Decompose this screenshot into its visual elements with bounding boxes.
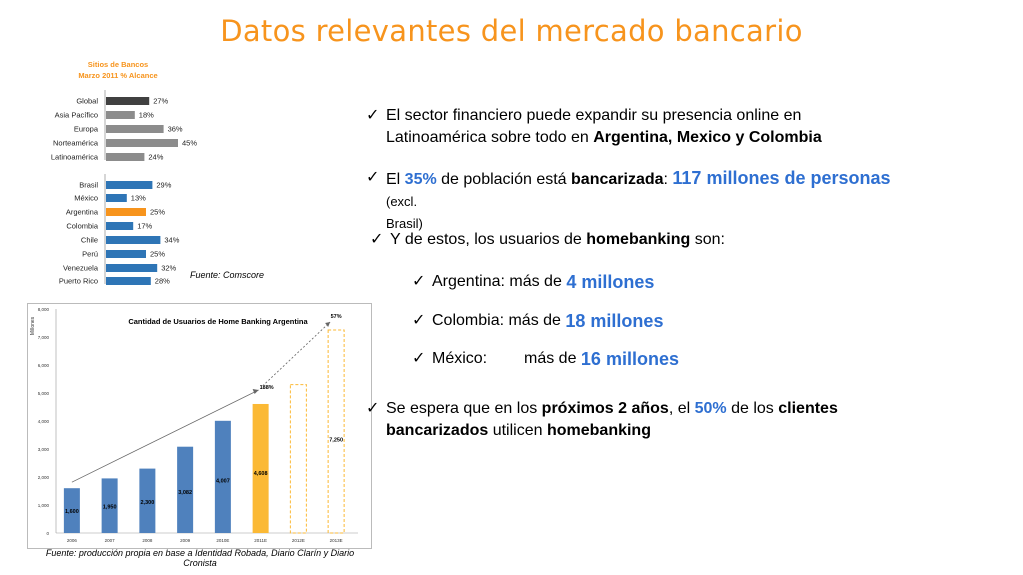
chart1-value-label: 32%: [161, 263, 177, 273]
chart1-bar: [106, 236, 160, 244]
chart2-title: Cantidad de Usuarios de Home Banking Argentina: [128, 317, 308, 326]
pct-homebanking: 50%: [694, 400, 727, 417]
chart1-category-label: Asia Pacífico: [54, 110, 98, 120]
chart2-y-tick-label: 7,000: [37, 335, 49, 340]
chart1-value-label: 29%: [156, 180, 172, 190]
chart1-bar: [106, 222, 133, 230]
chart2-value-label: 1,600: [64, 508, 79, 515]
bullet-2-bold: bancarizada: [571, 171, 664, 188]
chart1-bar: [106, 194, 127, 202]
chart2-source: Fuente: producción propia en base a Identidad Robada, Diario Clarín y Diario Cronista: [45, 548, 355, 568]
bullet-1-text: [386, 105, 822, 149]
bullet-3-part: Y de estos, los usuarios de: [390, 231, 587, 248]
chart2-y-tick-label: 0: [46, 531, 49, 536]
chart2-x-tick-label: 2006: [66, 538, 77, 543]
sub-bullet-mexico: [412, 348, 679, 370]
chart1-category-label: Venezuela: [62, 263, 98, 273]
sub-bullet-colombia: [412, 310, 663, 332]
chart1-bar: [106, 181, 152, 189]
chart1-bar: [106, 250, 146, 258]
chart1-value-label: 18%: [138, 110, 154, 120]
chart2-growth-label: 188%: [259, 384, 274, 391]
bullet-4-part: utilicen: [488, 422, 547, 439]
bullet-2-part: :: [663, 171, 673, 188]
bullet-1-line-2: Latinoamérica sobre todo en: [386, 129, 594, 146]
chart1-bar: [106, 139, 178, 147]
chart2-y-tick-label: 6,000: [37, 363, 49, 368]
chart2-x-tick-label: 2012E: [291, 538, 305, 543]
population-count: 117 millones de personas: [672, 168, 891, 188]
chart2-y-tick-label: 5,000: [37, 391, 49, 396]
chart2-y-tick-label: 2,000: [37, 475, 49, 480]
bullet-4-bold: próximos 2 años: [541, 400, 669, 417]
chart1-value-label: 34%: [164, 235, 180, 245]
chart1-category-label: Global: [76, 96, 98, 106]
chart2-value-label: 4,608: [253, 470, 268, 477]
check-icon: ✓: [366, 169, 380, 186]
chart2-ylabel: Millones: [30, 316, 36, 336]
page-title: Datos relevantes del mercado bancario: [220, 14, 803, 48]
check-icon: ✓: [412, 273, 426, 290]
chart1-bar: [106, 153, 144, 161]
mexico-users: 16 millones: [580, 349, 679, 369]
sub-bullet-2-label: Colombia: más de: [432, 312, 561, 329]
chart1-value-label: 28%: [154, 276, 170, 286]
bullet-3: [370, 229, 725, 251]
bullet-1-countries: Argentina, Mexico y Colombia: [593, 129, 822, 146]
chart1-category-label: Chile: [80, 235, 98, 245]
chart2-projection-arrowhead: [325, 322, 330, 327]
chart2-bar: [215, 421, 231, 533]
chart1-category-label: Brasil: [79, 180, 98, 190]
chart1-category-label: Latinoamérica: [50, 152, 98, 162]
chart1-bar: [106, 264, 157, 272]
chart1-title: Sitios de Bancos: [87, 60, 149, 69]
homebanking-users-chart: [28, 304, 370, 547]
colombia-users: 18 millones: [565, 311, 664, 331]
chart2-trend-arrowhead: [253, 389, 259, 394]
sub-bullet-1-label: Argentina: más de: [432, 273, 562, 290]
chart1-value-label: 13%: [130, 193, 146, 203]
chart2-x-tick-label: 2007: [104, 538, 115, 543]
chart2-value-label: 3,082: [178, 490, 193, 497]
chart2-value-label: 1,950: [102, 504, 117, 511]
bullet-4-text: [386, 398, 838, 442]
reach-bar-chart: [38, 58, 238, 290]
chart2-x-tick-label: 2008: [142, 538, 153, 543]
chart1-category-label: Puerto Rico: [58, 276, 98, 286]
chart1-bar: [106, 125, 164, 133]
chart2-y-tick-label: 3,000: [37, 447, 49, 452]
chart1-bar: [106, 97, 149, 105]
sub-bullet-3-label: México:: [432, 350, 488, 367]
bullet-4-bold: bancarizados: [386, 422, 489, 439]
bullet-4-bold: homebanking: [546, 422, 651, 439]
bullet-4-bold: clientes: [778, 400, 838, 417]
chart2-bar: [328, 330, 344, 533]
chart1-value-label: 45%: [182, 138, 198, 148]
bullet-1: [366, 105, 822, 149]
chart2-bar: [253, 404, 269, 533]
chart1-bar: [106, 208, 146, 216]
chart1-category-label: Colombia: [66, 221, 98, 231]
chart2-growth-label: 57%: [330, 314, 342, 320]
chart1-category-label: Argentina: [65, 207, 98, 217]
sub-bullet-argentina: [412, 271, 654, 293]
bullet-3-part: son:: [690, 231, 725, 248]
bullet-3-text: [390, 229, 725, 251]
chart2-y-tick-label: 1,000: [37, 503, 49, 508]
bullet-2-text: [386, 167, 906, 235]
chart1-value-label: 36%: [167, 124, 183, 134]
chart2-y-tick-label: 8,000: [37, 307, 49, 312]
chart2-x-tick-label: 2009: [180, 538, 191, 543]
bullet-2-part: de población está: [436, 171, 572, 188]
bullet-2-note: (excl.: [386, 194, 418, 209]
pct-bancarizada: 35%: [404, 171, 437, 188]
chart1-category-label: Norteamérica: [52, 138, 98, 148]
chart2-x-tick-label: 2010E: [216, 538, 230, 543]
chart1-bar: [106, 111, 135, 119]
chart2-projection-arrow: [263, 322, 331, 386]
chart1-bar: [106, 277, 151, 285]
chart1-value-label: 25%: [150, 207, 166, 217]
chart1-value-label: 17%: [137, 221, 153, 231]
chart1-subtitle: Marzo 2011 % Alcance: [78, 71, 158, 80]
sub-bullet-3-prefix: más de: [524, 350, 577, 367]
chart2-value-label: 7,250: [329, 437, 344, 444]
bullet-2-note-2: Brasil): [386, 216, 423, 231]
check-icon: ✓: [412, 312, 426, 329]
bullet-3-bold: homebanking: [586, 231, 691, 248]
chart1-category-label: Europa: [73, 124, 98, 134]
bullet-4-part: , el: [668, 400, 695, 417]
bullet-1-line-1: El sector financiero puede expandir su presencia online en: [386, 107, 802, 124]
check-icon: ✓: [366, 400, 380, 417]
chart1-source: Fuente: Comscore: [190, 270, 265, 280]
chart1-value-label: 24%: [148, 152, 164, 162]
chart2-x-tick-label: 2013E: [329, 538, 343, 543]
check-icon: ✓: [366, 107, 380, 124]
bullet-4: [366, 398, 838, 442]
chart1-value-label: 25%: [150, 249, 166, 259]
chart1-value-label: 27%: [153, 96, 169, 106]
argentina-users: 4 millones: [566, 272, 655, 292]
bullet-4-part: Se espera que en los: [386, 400, 542, 417]
check-icon: ✓: [412, 350, 426, 367]
bullet-2-part: El: [386, 171, 405, 188]
check-icon: ✓: [370, 231, 384, 248]
bullet-2: [366, 167, 906, 235]
bullet-4-part: de los: [726, 400, 779, 417]
chart1-category-label: Perú: [82, 249, 98, 259]
chart2-value-label: 2,300: [140, 500, 155, 507]
chart2-x-tick-label: 2011E: [254, 538, 267, 543]
chart1-category-label: México: [74, 193, 98, 203]
chart2-value-label: 4,007: [215, 478, 230, 485]
chart2-y-tick-label: 4,000: [37, 419, 49, 424]
chart2-bar: [290, 385, 306, 533]
